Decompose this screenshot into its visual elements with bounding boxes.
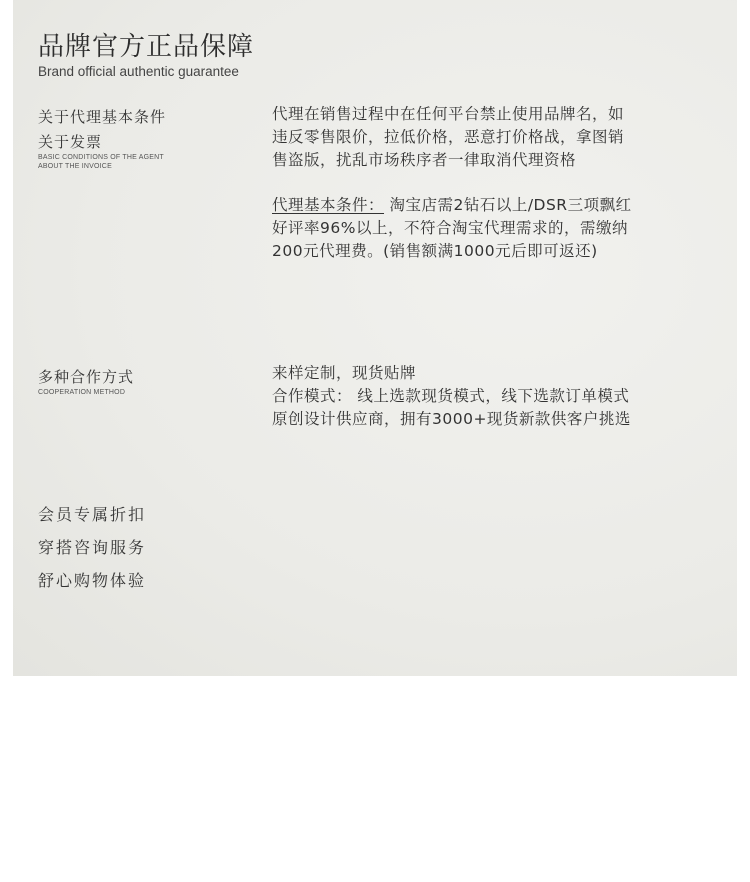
agent-conditions-en: BASIC CONDITIONS OF THE AGENT [38, 154, 164, 161]
agent-conditions-text: 淘宝店需2钻石以上/DSR三项飘红 [389, 196, 632, 214]
invoice-en: ABOUT THE INVOICE [38, 163, 112, 170]
agent-conditions-paragraph [272, 194, 632, 263]
agent-conditions-label: 关于代理基本条件 [38, 108, 167, 126]
agent-conditions-line: 好评率96%以上，不符合淘宝代理需求的，需缴纳 [272, 219, 628, 237]
perk-member-discount: 会员专属折扣 [38, 505, 147, 524]
page-title: 品牌官方正品保障 [38, 32, 255, 62]
agent-conditions-title: 代理基本条件： [272, 196, 385, 214]
cooperation-line: 合作模式： 线上选款现货模式，线下选款订单模式 [272, 387, 630, 405]
agent-policy-line: 售盗版，扰乱市场秩序者一律取消代理资格 [272, 151, 577, 169]
perk-styling-consult: 穿搭咨询服务 [38, 538, 147, 557]
invoice-label: 关于发票 [38, 133, 103, 151]
content-panel [13, 0, 737, 676]
agent-conditions-line: 200元代理费。(销售额满1000元后即可返还) [272, 242, 598, 260]
cooperation-label: 多种合作方式 [38, 368, 135, 386]
agent-conditions-line [272, 194, 632, 217]
cooperation-en: COOPERATION METHOD [38, 389, 126, 396]
agent-policy-line: 代理在销售过程中在任何平台禁止使用品牌名，如 [272, 105, 625, 123]
cooperation-paragraph [272, 362, 631, 431]
page-subtitle: Brand official authentic guarantee [38, 64, 239, 79]
agent-policy-paragraph [272, 103, 624, 172]
cooperation-line: 原创设计供应商，拥有3000+现货新款供客户挑选 [272, 410, 631, 428]
agent-policy-line: 违反零售限价，拉低价格，恶意打价格战，拿图销 [272, 128, 625, 146]
perk-shopping-experience: 舒心购物体验 [38, 571, 147, 590]
cooperation-line: 来样定制，现货贴牌 [272, 364, 417, 382]
